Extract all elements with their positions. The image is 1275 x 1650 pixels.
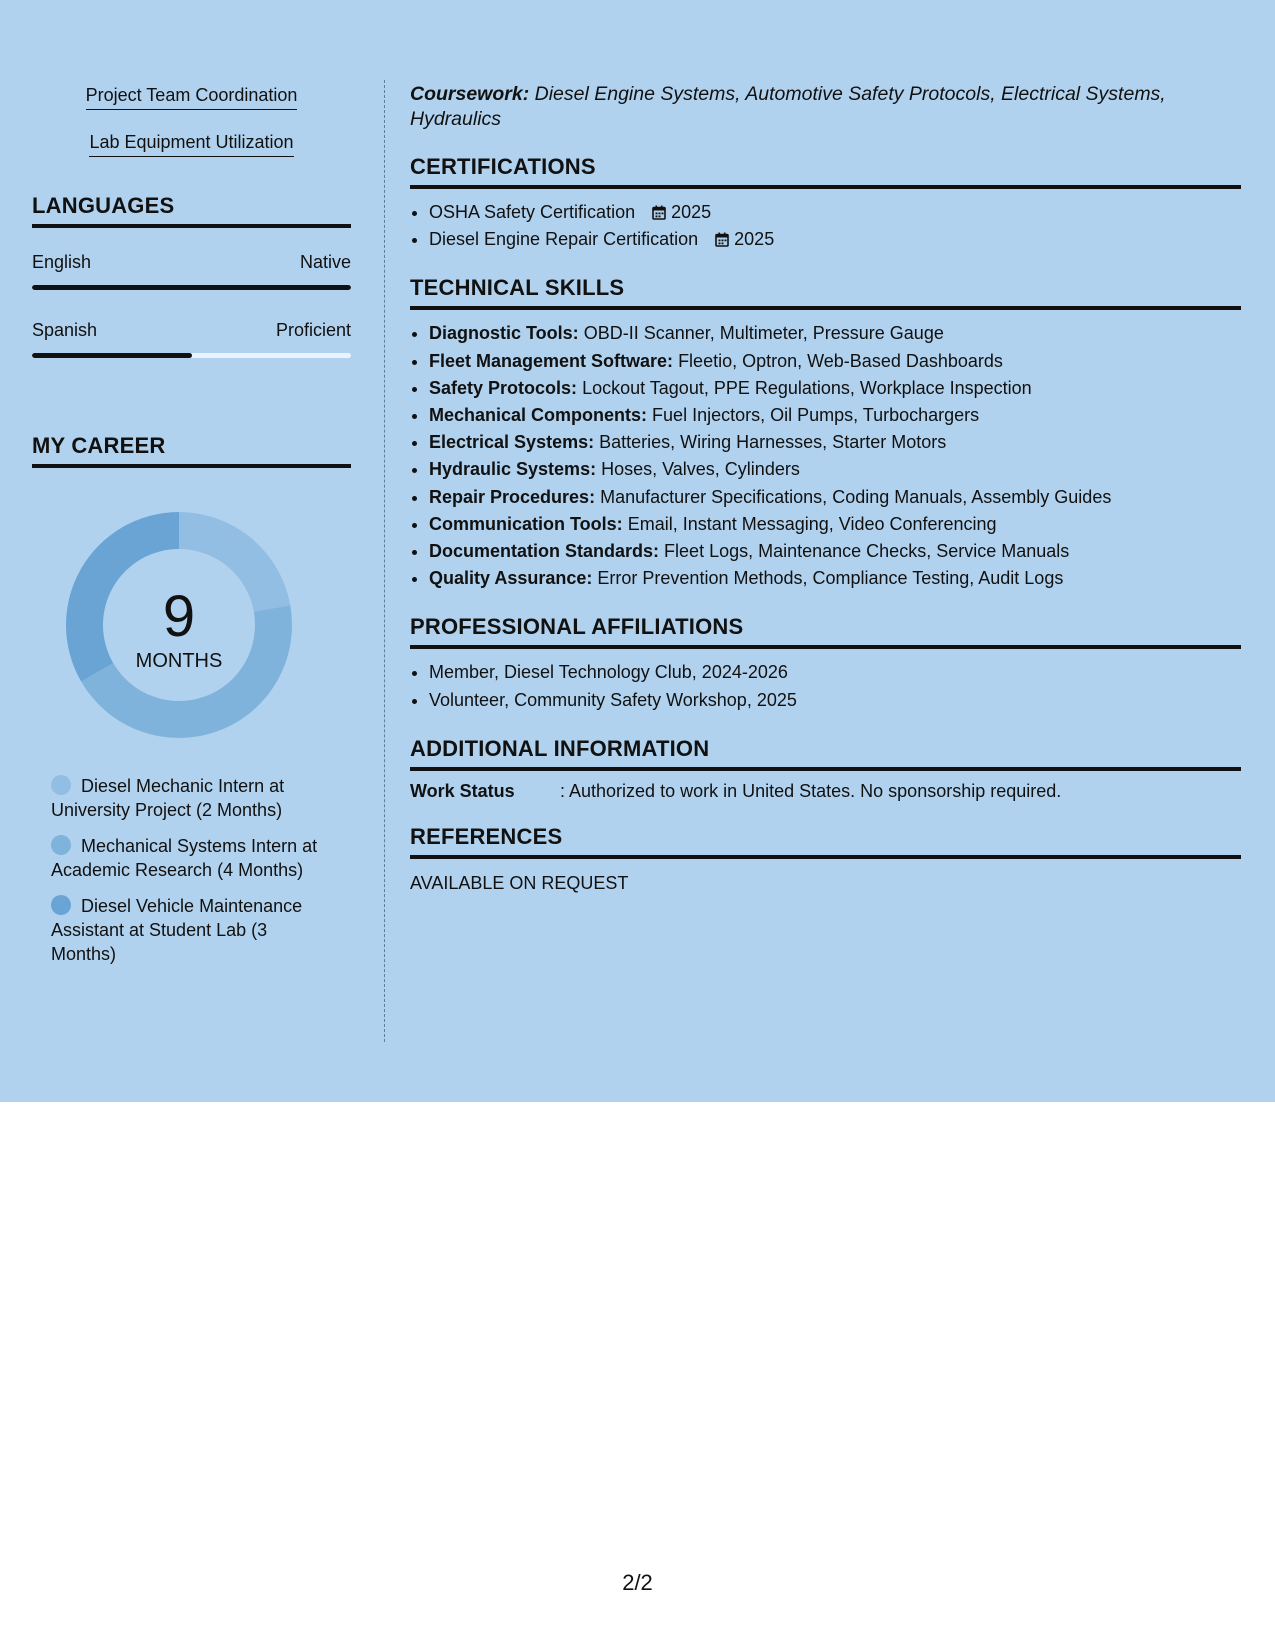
- career-donut-chart: [66, 512, 292, 738]
- language-row: [32, 252, 351, 273]
- additional-info-section: [410, 736, 1241, 802]
- language-level: Native: [299, 252, 351, 272]
- coursework: [410, 82, 1241, 132]
- skill-item: [429, 565, 1241, 592]
- left-column: [32, 80, 351, 978]
- skill-tags: [32, 80, 351, 157]
- coursework-text: Diesel Engine Systems, Automotive Safety Protocols, Electrical Systems, Hydraulics: [410, 83, 1166, 130]
- work-status-row: [410, 781, 1241, 802]
- career-heading: MY CAREER: [32, 433, 351, 468]
- references-text: AVAILABLE ON REQUEST: [410, 872, 629, 893]
- skill-label: Safety Protocols:: [429, 377, 578, 398]
- certification-year: 2025: [734, 229, 775, 250]
- certifications-section: [410, 154, 1241, 253]
- work-status-value: : Authorized to work in United States. No sponsorship required.: [560, 780, 1062, 801]
- skill-tag: Lab Equipment Utilization: [89, 127, 293, 157]
- skill-label: Electrical Systems:: [429, 432, 595, 453]
- languages-section: [32, 193, 351, 358]
- skill-item: [429, 511, 1241, 538]
- skill-item: [429, 320, 1241, 347]
- career-legend-label: Mechanical Systems Intern at Academic Research (4 Months): [51, 836, 318, 880]
- certification-item: [429, 226, 1241, 253]
- affiliation-item: • Member, Diesel Technology Club, 2024-2026: [429, 659, 1241, 686]
- career-legend: [51, 774, 321, 966]
- skill-label: Documentation Standards:: [429, 541, 660, 562]
- certification-name: Diesel Engine Repair Certification: [429, 229, 699, 250]
- skill-label: Quality Assurance:: [429, 568, 593, 589]
- language-proficiency-bar: [32, 285, 351, 290]
- technical-skills-list: [410, 320, 1241, 592]
- calendar-icon: [715, 232, 729, 247]
- skill-item: [429, 375, 1241, 402]
- language-row: [32, 320, 351, 341]
- skill-tag: Project Team Coordination: [86, 80, 298, 110]
- technical-skills-section: [410, 275, 1241, 592]
- language-proficiency-fill: [32, 353, 192, 358]
- certification-year: 2025: [671, 202, 712, 222]
- skill-label: Fleet Management Software:: [429, 350, 674, 371]
- coursework-label: Coursework:: [410, 83, 530, 105]
- career-total-number: 9: [162, 584, 196, 649]
- career-legend-label: Diesel Vehicle Maintenance Assistant at Student Lab (3 Months): [51, 896, 303, 964]
- references-section: [410, 824, 1241, 894]
- career-legend-label: Diesel Mechanic Intern at University Project (2 Months): [51, 776, 285, 820]
- page-number: 2/2: [622, 1570, 653, 1595]
- affiliations-list: [410, 659, 1241, 713]
- skill-item: [429, 456, 1241, 483]
- affiliations-section: [410, 614, 1241, 713]
- certification-name: OSHA Safety Certification: [429, 202, 636, 222]
- technical-skills-heading: TECHNICAL SKILLS: [410, 275, 1241, 310]
- certifications-list: [410, 199, 1241, 253]
- skill-text: Hoses, Valves, Cylinders: [601, 459, 800, 480]
- additional-info-heading: ADDITIONAL INFORMATION: [410, 736, 1241, 771]
- references-heading: REFERENCES: [410, 824, 1241, 859]
- certification-item: [429, 199, 1241, 226]
- skill-text: Batteries, Wiring Harnesses, Starter Motors: [599, 432, 947, 453]
- career-legend-item: [51, 834, 321, 882]
- skill-text: Fuel Injectors, Oil Pumps, Turbochargers: [652, 405, 980, 426]
- career-total-unit: MONTHS: [135, 650, 223, 672]
- career-section: [32, 433, 351, 966]
- donut-center-label: [66, 512, 292, 673]
- skill-item: [429, 429, 1241, 456]
- legend-dot: [51, 775, 71, 795]
- skill-label: Diagnostic Tools:: [429, 323, 579, 344]
- skill-text: Fleet Logs, Maintenance Checks, Service Manuals: [664, 541, 1070, 562]
- career-legend-item: [51, 894, 321, 966]
- affiliations-heading: PROFESSIONAL AFFILIATIONS: [410, 614, 1241, 649]
- language-proficiency-bar: [32, 353, 351, 358]
- skill-item: [429, 348, 1241, 375]
- language-proficiency-fill: [32, 285, 351, 290]
- skill-text: Email, Instant Messaging, Video Conferencing: [627, 513, 997, 534]
- column-divider: [384, 80, 385, 1042]
- skill-text: Manufacturer Specifications, Coding Manuals, Assembly Guides: [600, 486, 1112, 507]
- skill-label: Repair Procedures:: [429, 486, 596, 507]
- certifications-heading: CERTIFICATIONS: [410, 154, 1241, 189]
- language-level: Proficient: [275, 320, 351, 340]
- language-name: English: [32, 252, 92, 272]
- skill-label: Mechanical Components:: [429, 405, 648, 426]
- right-column: [410, 82, 1241, 894]
- skill-label: Hydraulic Systems:: [429, 459, 597, 480]
- skill-item: [429, 484, 1241, 511]
- skill-text: OBD-II Scanner, Multimeter, Pressure Gauge: [583, 323, 944, 344]
- language-name: Spanish: [32, 320, 98, 340]
- legend-dot: [51, 895, 71, 915]
- affiliation-item: • Volunteer, Community Safety Workshop, 2025: [429, 687, 1241, 714]
- legend-dot: [51, 835, 71, 855]
- skill-text: Fleetio, Optron, Web-Based Dashboards: [678, 350, 1003, 371]
- work-status-label: Work Status: [410, 780, 515, 801]
- skill-item: [429, 402, 1241, 429]
- languages-heading: LANGUAGES: [32, 193, 351, 228]
- career-legend-item: [51, 774, 321, 822]
- skill-text: Lockout Tagout, PPE Regulations, Workplace Inspection: [582, 377, 1032, 398]
- calendar-icon: [652, 205, 666, 220]
- skill-label: Communication Tools:: [429, 513, 623, 534]
- skill-text: Error Prevention Methods, Compliance Testing, Audit Logs: [597, 568, 1064, 589]
- skill-item: [429, 538, 1241, 565]
